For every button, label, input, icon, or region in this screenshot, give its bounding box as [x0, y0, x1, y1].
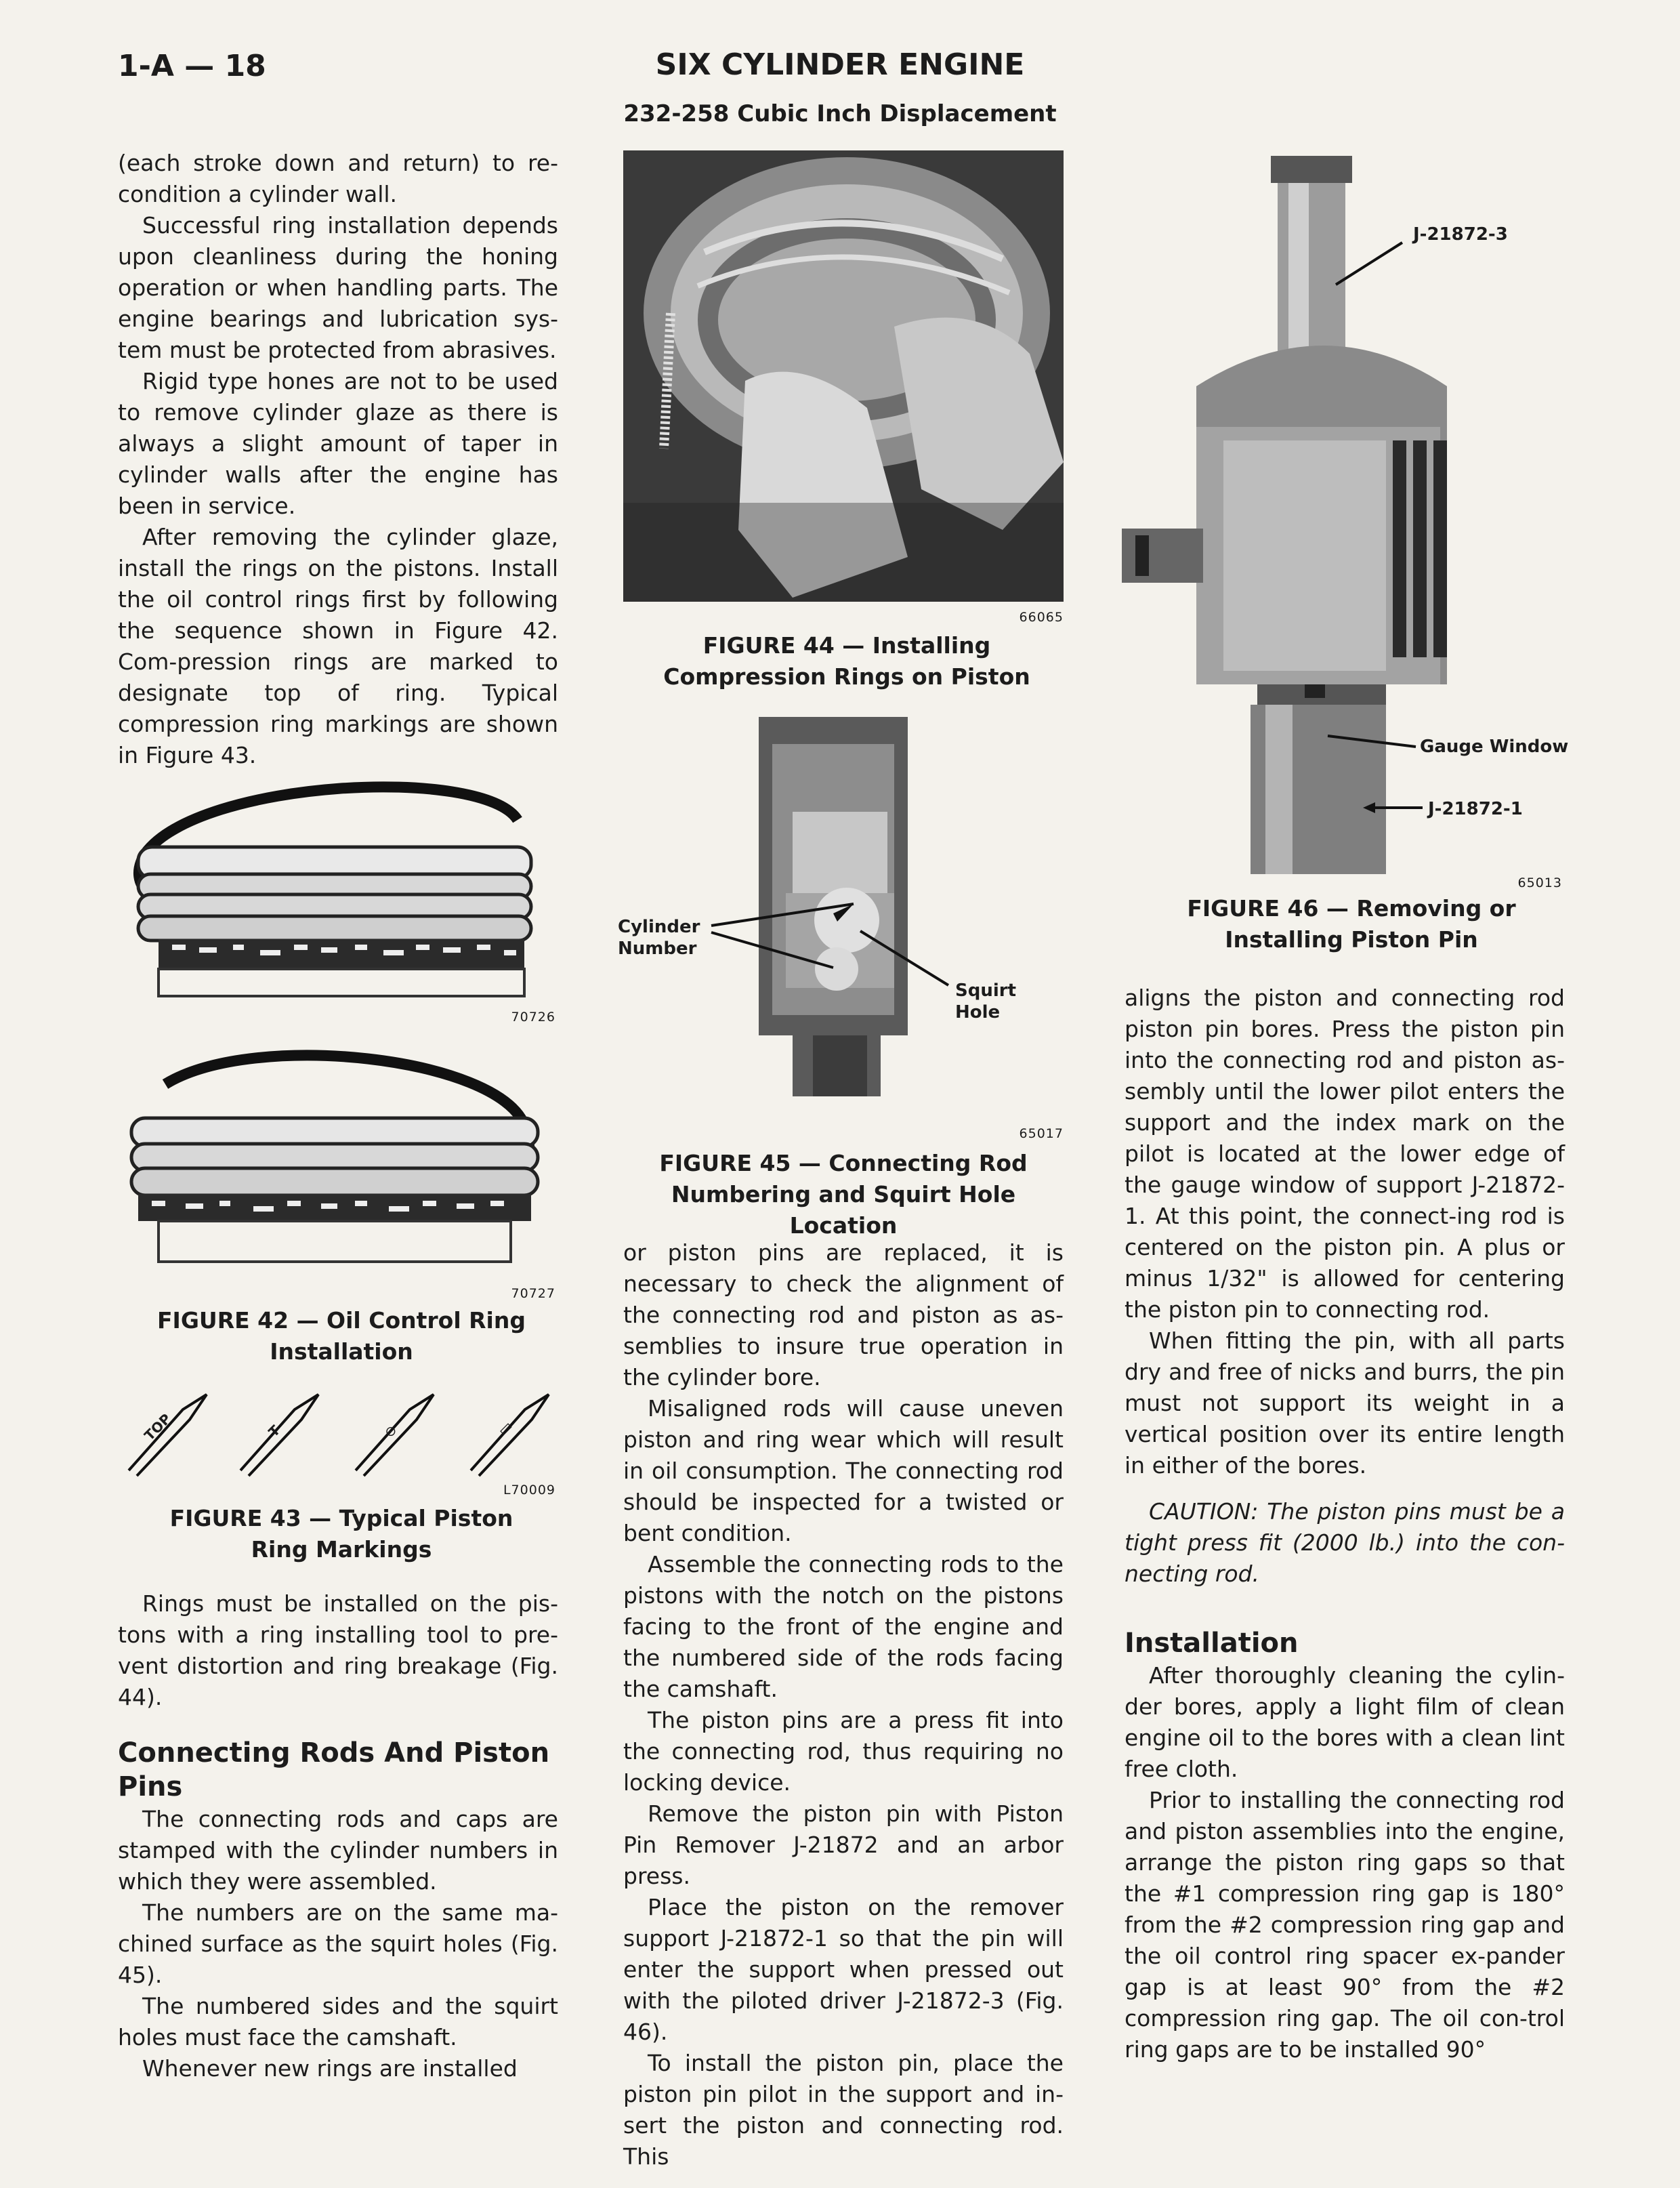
- paragraph: Assemble the connecting rods to the pistons with the notch on the pistons facing to the front of the engine and the numbered side of the rods facing the camshaft.: [623, 1551, 1064, 1702]
- figure-42-bottom-illustration: [118, 1044, 551, 1281]
- column-3-text: [1125, 983, 1565, 2065]
- paragraph: When fitting the pin, with all parts dry and free of nicks and burrs, the pin must not support its weight in a vertical position over its entire length in either of the bores.: [1125, 1327, 1565, 1479]
- figure-46-number: 65013: [1517, 875, 1562, 890]
- figure-44-caption: FIGURE 44 — Installing Compression Rings on Piston: [663, 632, 1030, 690]
- ring-marking-t: T: [265, 1422, 284, 1441]
- figure-46-callout-driver: J-21872-3: [1413, 224, 1508, 245]
- paragraph: After removing the cylinder glaze, install the rings on the pistons. Install the oil control rings first by following the sequence shown in Figure 42. Com-pression rings are marked to designate top of ring. Typical compression ring markings are shown in Figure 43.: [118, 524, 558, 768]
- ring-marking-top: TOP: [141, 1410, 175, 1444]
- section-heading: Installation: [1125, 1628, 1299, 1659]
- figure-46-leader-lines: [1321, 230, 1456, 840]
- section-heading: Connecting Rods And Piston Pins: [118, 1737, 550, 1802]
- page-number: 1-A — 18: [118, 49, 266, 83]
- paragraph: After thoroughly cleaning the cylin-der bores, apply a light film of clean engine oil to the bores with a clean lint free cloth.: [1125, 1662, 1565, 1782]
- figure-43-ring-markings: [122, 1389, 562, 1477]
- paragraph: Successful ring installation depends upon cleanliness during the honing operation or when handling parts. The engine bearings and lubrication sys-tem must be protected from abrasives.: [118, 212, 558, 363]
- paragraph: aligns the piston and connecting rod piston pin bores. Press the piston pin into the connecting rod and piston as-sembly until the lower pilot enters the support and the index mark on the pilot is located at the lower edge of the gauge window of support J-21872-1. At this point, the connect-ing rod is centered on the piston pin. A plus or minus 1/32" is allowed for centering the piston pin to connecting rod.: [1125, 985, 1565, 1323]
- figure-43-number: L70009: [503, 1483, 555, 1498]
- caution-note: CAUTION: The piston pins must be a tight press fit (2000 lb.) into the con-necting rod.: [1125, 1498, 1565, 1587]
- figure-43-caption: FIGURE 43 — Typical Piston Ring Markings: [169, 1505, 513, 1563]
- figure-46-callout-support: J-21872-1: [1428, 799, 1523, 819]
- paragraph: The numbers are on the same ma-chined surface as the squirt holes (Fig. 45).: [118, 1899, 558, 1988]
- figure-45-leader-lines: [698, 894, 969, 996]
- paragraph: Rings must be installed on the pis-tons with a ring installing tool to pre-vent distortion and ring breakage (Fig. 44).: [118, 1590, 558, 1710]
- figure-44-photo: [623, 150, 1064, 602]
- column-2-text: [623, 1237, 1064, 2172]
- paragraph: To install the piston pin, place the piston pin pilot in the support and in-sert the piston and connecting rod. This: [623, 2050, 1064, 2170]
- ring-marking-circle: ⊙: [380, 1421, 400, 1441]
- figure-42-bottom-number: 70727: [511, 1286, 555, 1301]
- figure-46-caption: FIGURE 46 — Removing or Installing Piston Pin: [1187, 895, 1516, 953]
- column-1-bottom: [118, 1588, 558, 2084]
- figure-45-callout-cylinder-number: Cylinder Number: [618, 917, 700, 959]
- paragraph: (each stroke down and return) to re-condition a cylinder wall.: [118, 150, 558, 207]
- paragraph: The connecting rods and caps are stamped with the cylinder numbers in which they were assembled.: [118, 1806, 558, 1895]
- page-subtitle: 232-258 Cubic Inch Displacement: [623, 100, 1057, 127]
- paragraph: Place the piston on the remover support J-21872-1 so that the pin will enter the support when pressed out with the piloted driver J-21872-3 (Fig. 46).: [623, 1894, 1064, 2045]
- figure-42-top-illustration: [118, 772, 551, 1003]
- paragraph: Whenever new rings are installed: [142, 2055, 518, 2082]
- figure-46-callout-gauge-window: Gauge Window: [1420, 737, 1569, 757]
- paragraph: Remove the piston pin with Piston Pin Remover J-21872 and an arbor press.: [623, 1800, 1064, 1889]
- figure-45-caption: FIGURE 45 — Connecting Rod Numbering and Squirt Hole Location: [659, 1150, 1028, 1239]
- paragraph: Misaligned rods will cause uneven piston and ring wear which will result in oil consumption. The connecting rod should be inspected for a twisted or bent condition.: [623, 1395, 1064, 1546]
- figure-45-number: 65017: [1019, 1126, 1064, 1141]
- paragraph: The piston pins are a press fit into the connecting rod, thus requiring no locking device.: [623, 1707, 1064, 1796]
- paragraph: Rigid type hones are not to be used to remove cylinder glaze as there is always a slight amount of taper in cylinder walls after the engine has been in service.: [118, 368, 558, 519]
- paragraph: The numbered sides and the squirt holes must face the camshaft.: [118, 1993, 558, 2050]
- page-title: SIX CYLINDER ENGINE: [655, 47, 1025, 82]
- figure-45-callout-squirt-hole: Squirt Hole: [955, 981, 1017, 1023]
- paragraph: Prior to installing the connecting rod and piston assemblies into the engine, arrange the piston ring gaps so that the #1 compression ring gap is 180° from the #2 compression ring gap and the oil control ring spacer ex-pander gap is at least 90° from the #2 compression ring gap. The oil con-trol ring gaps are to be installed 90°: [1125, 1787, 1565, 2063]
- ring-marking-rectangle: ▭: [495, 1418, 517, 1440]
- figure-44-number: 66065: [1019, 610, 1064, 625]
- paragraph: or piston pins are replaced, it is necessary to check the alignment of the connecting rod and piston as as-semblies to insure true operation in the cylinder bore.: [623, 1239, 1064, 1390]
- column-1-top: [118, 148, 558, 771]
- figure-42-top-number: 70726: [511, 1010, 555, 1025]
- figure-42-caption: FIGURE 42 — Oil Control Ring Installation: [157, 1307, 526, 1365]
